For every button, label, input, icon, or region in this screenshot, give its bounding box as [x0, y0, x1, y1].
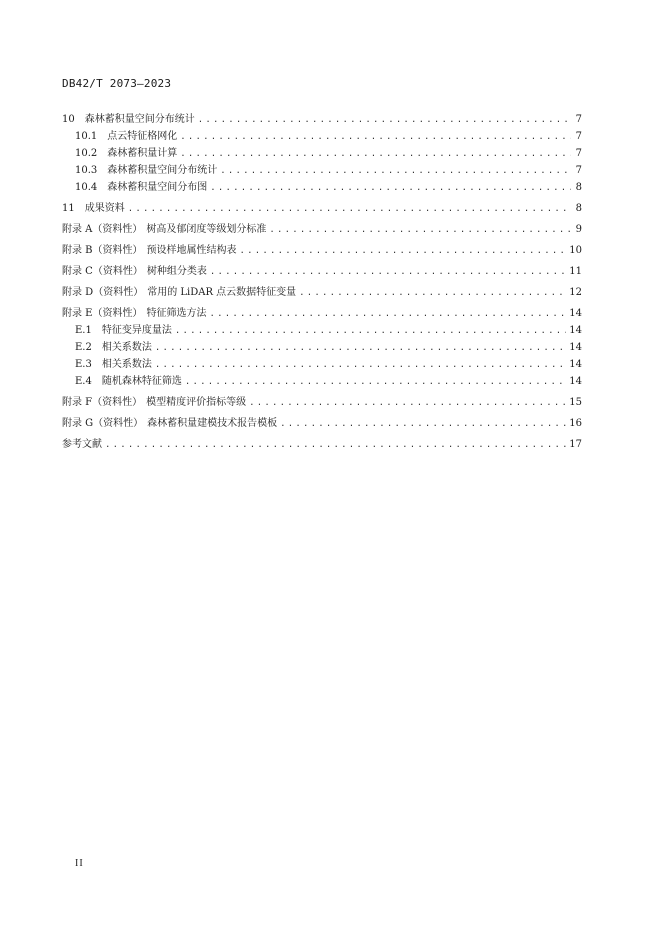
toc-entry-page: 7 [575, 131, 582, 142]
toc-entry-page: 10 [569, 245, 582, 256]
toc-entry[interactable] [62, 356, 582, 373]
toc-entry-number: 10 [62, 114, 75, 125]
toc-entry-title: 森林蓄积量空间分布统计 [84, 114, 195, 125]
toc-entry-title: 常用的 LiDAR 点云数据特征变量 [147, 287, 297, 298]
toc-entry-title: 参考文献 [62, 439, 102, 450]
dot-leader [220, 163, 571, 179]
toc-entry-title: 森林蓄积量空间分布图 [107, 182, 208, 193]
toc-entry-number: E.2 [75, 342, 92, 353]
toc-entry-number: 附录 C（资料性） [62, 266, 143, 277]
dot-leader [175, 323, 566, 339]
toc-entry[interactable] [62, 263, 582, 280]
toc-entry[interactable] [62, 242, 582, 259]
dot-leader [249, 395, 566, 411]
toc-entry-title: 森林蓄积量建模技术报告模板 [147, 418, 278, 429]
toc-entry[interactable] [62, 200, 582, 217]
toc-entry-page: 8 [575, 182, 582, 193]
dot-leader [198, 112, 571, 128]
toc-entry-page: 14 [569, 376, 582, 387]
toc-entry-number: 10.1 [75, 131, 98, 142]
toc-entry[interactable] [62, 162, 582, 179]
toc-entry-page: 16 [569, 418, 582, 429]
toc-entry-page: 11 [569, 266, 582, 277]
dot-leader [209, 306, 566, 322]
toc-entry[interactable] [62, 322, 582, 339]
toc-entry-title: 森林蓄积量计算 [107, 148, 178, 159]
dot-leader [155, 340, 566, 356]
toc-entry-number: 附录 E（资料性） [62, 308, 143, 319]
toc-entry-number: 11 [62, 203, 75, 214]
toc-entry-page: 12 [569, 287, 582, 298]
page-number-footer: II [75, 858, 84, 869]
toc-entry-page: 14 [569, 308, 582, 319]
toc-entry-number: 附录 B（资料性） [62, 245, 143, 256]
toc-entry[interactable] [62, 145, 582, 162]
toc-entry-page: 9 [575, 224, 582, 235]
toc-entry-page: 14 [569, 359, 582, 370]
dot-leader [210, 180, 571, 196]
toc-entry[interactable] [62, 339, 582, 356]
toc-entry-title: 相关系数法 [101, 342, 152, 353]
toc-entry-page: 8 [575, 203, 582, 214]
toc-entry[interactable] [62, 415, 582, 432]
toc-entry-title: 点云特征格网化 [107, 131, 178, 142]
toc-entry-page: 7 [575, 148, 582, 159]
toc-entry-number: E.3 [75, 359, 92, 370]
toc-entry-title: 特征变异度量法 [101, 325, 172, 336]
toc-entry-number: E.4 [75, 376, 92, 387]
toc-entry-number: 附录 F（资料性） [62, 397, 143, 408]
toc-entry-number: 附录 D（资料性） [62, 287, 144, 298]
toc-entry-number: 附录 G（资料性） [62, 418, 144, 429]
dot-leader [185, 374, 566, 390]
dot-leader [210, 264, 566, 280]
toc-entry[interactable] [62, 179, 582, 196]
dot-leader [180, 146, 571, 162]
table-of-contents [62, 111, 582, 453]
toc-entry-title: 成果资料 [84, 203, 125, 214]
toc-entry[interactable] [62, 373, 582, 390]
document-id-header: DB42/T 2073—2023 [62, 77, 172, 90]
toc-entry-title: 随机森林特征筛选 [101, 376, 182, 387]
toc-entry-page: 14 [569, 325, 582, 336]
toc-entry-page: 14 [569, 342, 582, 353]
dot-leader [128, 201, 571, 217]
toc-entry-page: 7 [575, 114, 582, 125]
dot-leader [105, 437, 566, 453]
toc-entry-title: 预设样地属性结构表 [146, 245, 237, 256]
toc-entry[interactable] [62, 436, 582, 453]
dot-leader [280, 416, 566, 432]
toc-entry-number: 10.3 [75, 165, 98, 176]
toc-entry-number: 附录 A（资料性） [62, 224, 143, 235]
toc-entry-number: E.1 [75, 325, 92, 336]
toc-entry-title: 特征筛选方法 [146, 308, 207, 319]
dot-leader [299, 285, 566, 301]
dot-leader [155, 357, 566, 373]
toc-entry[interactable] [62, 284, 582, 301]
toc-entry[interactable] [62, 111, 582, 128]
toc-entry[interactable] [62, 394, 582, 411]
toc-entry-title: 树高及郁闭度等级划分标准 [146, 224, 267, 235]
dot-leader [240, 243, 567, 259]
toc-entry-page: 15 [569, 397, 582, 408]
toc-entry[interactable] [62, 221, 582, 238]
toc-entry[interactable] [62, 305, 582, 322]
dot-leader [180, 129, 571, 145]
toc-entry-title: 相关系数法 [101, 359, 152, 370]
toc-entry-number: 10.2 [75, 148, 98, 159]
toc-entry[interactable] [62, 128, 582, 145]
toc-entry-title: 树种组分类表 [146, 266, 207, 277]
toc-entry-title: 森林蓄积量空间分布统计 [107, 165, 218, 176]
dot-leader [269, 222, 571, 238]
toc-entry-title: 模型精度评价指标等级 [146, 397, 247, 408]
toc-entry-page: 17 [569, 439, 582, 450]
toc-entry-page: 7 [575, 165, 582, 176]
toc-entry-number: 10.4 [75, 182, 98, 193]
